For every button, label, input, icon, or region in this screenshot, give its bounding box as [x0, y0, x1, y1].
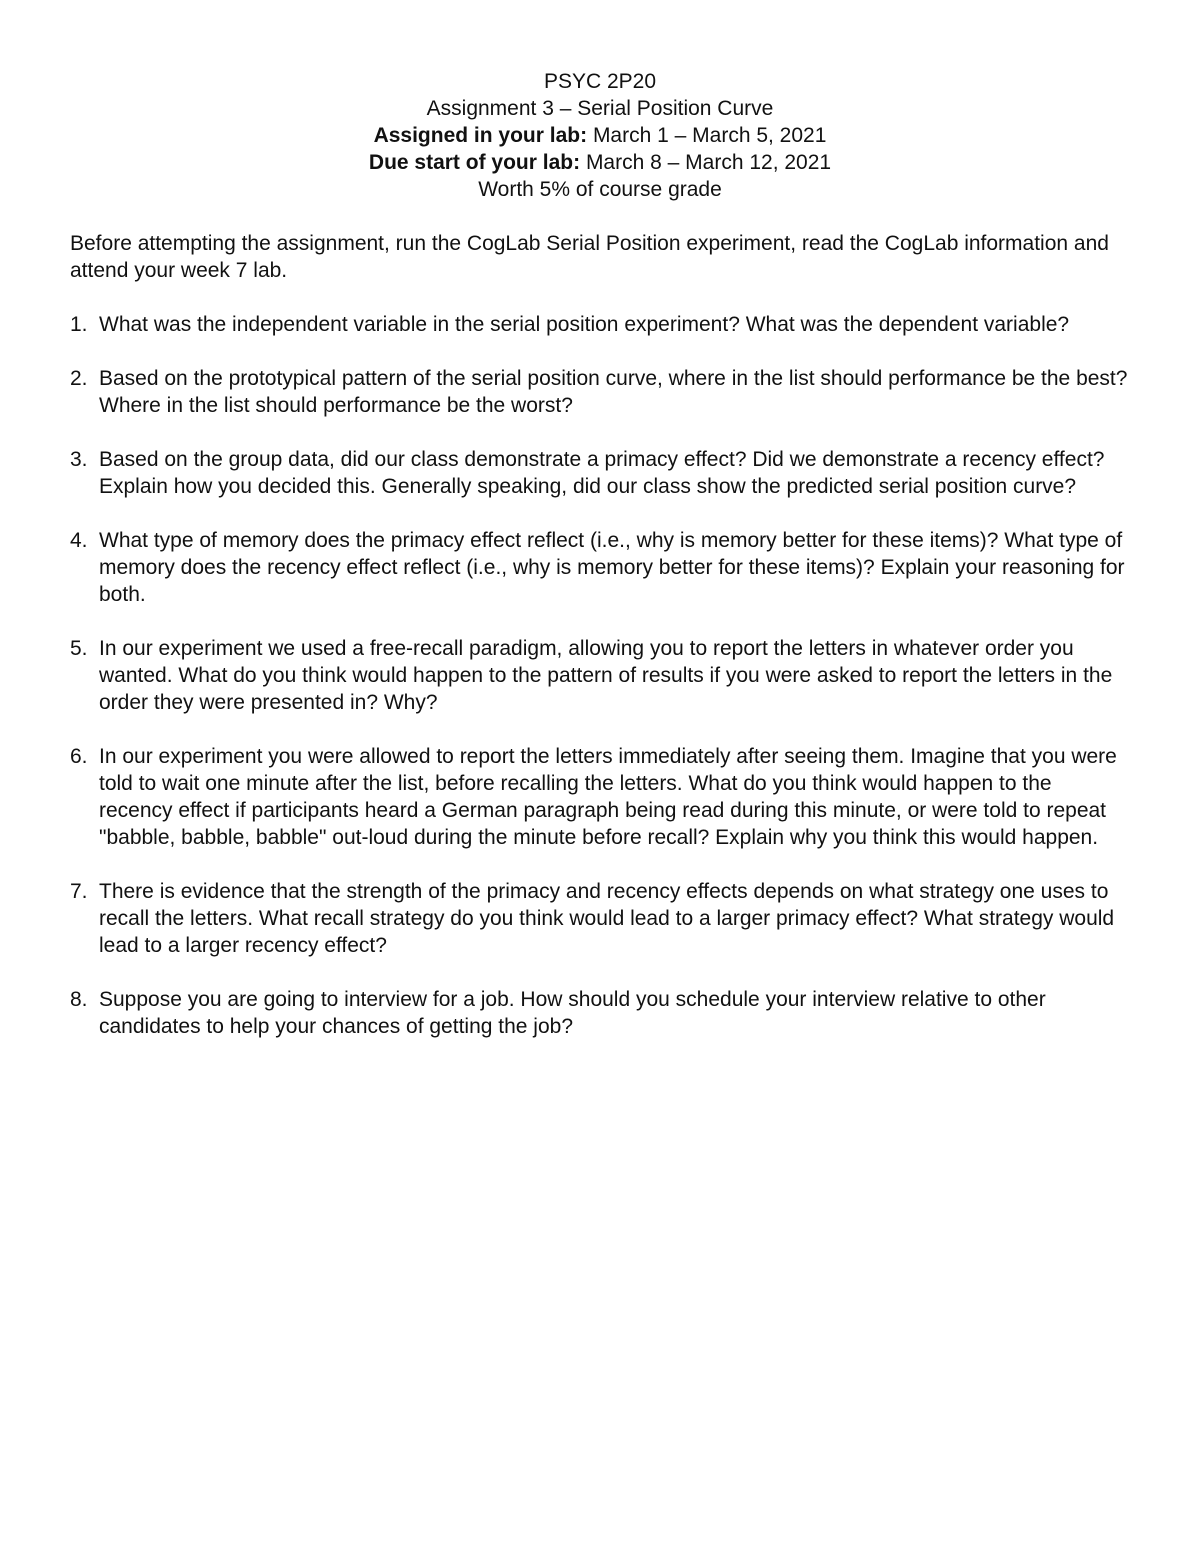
assigned-value: March 1 – March 5, 2021	[587, 124, 827, 147]
question-text: What type of memory does the primacy effect reflect (i.e., why is memory better for these items)? What type of memory does the recency effect reflect (i.e., why is memory better for these items)? Explain your reasoning for both.	[99, 529, 1125, 606]
question-item	[70, 986, 1130, 1040]
question-text: Based on the prototypical pattern of the serial position curve, where in the list should performance be the best? Where in the list should performance be the worst?	[99, 367, 1128, 417]
question-item	[70, 878, 1130, 959]
assignment-title: Assignment 3 – Serial Position Curve	[426, 97, 774, 120]
question-item	[70, 527, 1130, 608]
assigned-dates	[70, 122, 1130, 149]
question-item	[70, 311, 1130, 338]
question-text: In our experiment we used a free-recall paradigm, allowing you to report the letters in whatever order you wanted. What do you think would happen to the pattern of results if you were asked to report the letters in the order they were presented in? Why?	[99, 637, 1113, 714]
question-number: 3.	[70, 448, 88, 471]
question-text: There is evidence that the strength of the primacy and recency effects depends on what strategy one uses to recall the letters. What recall strategy do you think would lead to a larger primacy effect? What strategy would lead to a larger recency effect?	[99, 880, 1115, 957]
question-number: 5.	[70, 637, 88, 660]
question-item	[70, 365, 1130, 419]
due-value: March 8 – March 12, 2021	[580, 151, 832, 174]
question-text: What was the independent variable in the serial position experiment? What was the dependent variable?	[99, 313, 1070, 336]
question-item	[70, 635, 1130, 716]
question-item	[70, 446, 1130, 500]
grade-weight: Worth 5% of course grade	[478, 178, 722, 201]
question-number: 7.	[70, 880, 88, 903]
question-item	[70, 743, 1130, 851]
due-label: Due start of your lab:	[368, 151, 581, 174]
question-number: 8.	[70, 988, 88, 1011]
question-text: In our experiment you were allowed to report the letters immediately after seeing them. Imagine that you were told to wait one minute after the list, before recalling the letters. What do you think would happen to the recency effect if participants heard a German paragraph being read during this minute, or were told to repeat "babble, babble, babble" out-loud during the minute before recall? Explain why you think this would happen.	[99, 745, 1117, 849]
question-number: 6.	[70, 745, 88, 768]
document-page	[70, 68, 1130, 1067]
question-text: Based on the group data, did our class demonstrate a primacy effect? Did we demonstrate a recency effect? Explain how you decided this. Generally speaking, did our class show the predicted serial position curve?	[99, 448, 1105, 498]
course-code: PSYC 2P20	[543, 70, 657, 93]
due-dates	[70, 149, 1130, 176]
intro-paragraph: Before attempting the assignment, run the CogLab Serial Position experiment, read the CogLab information and attend your week 7 lab.	[70, 232, 1109, 282]
question-number: 4.	[70, 529, 88, 552]
assigned-label: Assigned in your lab:	[373, 124, 588, 147]
question-number: 2.	[70, 367, 88, 390]
question-number: 1.	[70, 313, 88, 336]
question-list	[70, 311, 1130, 1040]
question-text: Suppose you are going to interview for a job. How should you schedule your interview relative to other candidates to help your chances of getting the job?	[99, 988, 1046, 1038]
document-header	[70, 68, 1130, 203]
